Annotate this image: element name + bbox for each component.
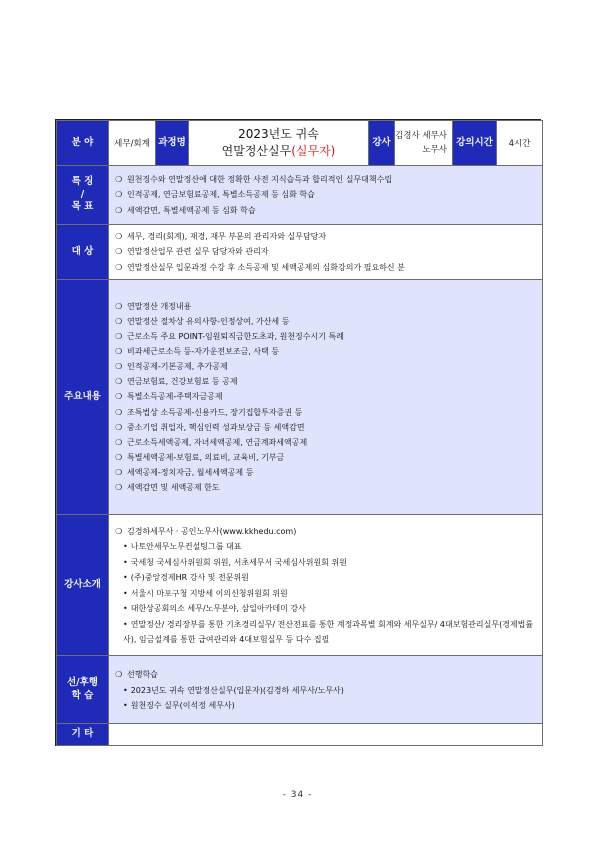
bullet-icon: ❍ [115, 362, 123, 372]
bullet-icon: ❍ [115, 407, 123, 417]
prerequisite-main-text: 선행학습 [127, 670, 158, 680]
page-number: - 34 - [282, 790, 313, 800]
list-item [115, 172, 542, 187]
bullet-icon: ❍ [115, 301, 123, 311]
list-item [115, 667, 542, 682]
list-item-text: 비과세근로소득 등-자가운전보조금, 사택 등 [127, 347, 280, 357]
list-item-text: 중소기업 취업자, 핵심인력 성과보상금 등 세액감면 [127, 422, 305, 432]
contents-cell [109, 280, 543, 515]
list-item-text: 근로소득세액공제, 자녀세액공제, 연금계좌세액공제 [127, 437, 308, 447]
field-label: 분 야 [57, 121, 109, 166]
course-title-main: 연말정산실무 [221, 144, 292, 158]
list-item [115, 260, 542, 275]
bullet-icon: ❍ [115, 247, 123, 257]
bullet-icon: ❍ [115, 437, 123, 447]
prerequisite-label-bottom: 학 습 [71, 689, 94, 701]
target-list [109, 227, 542, 276]
list-item-text: 인적공제-기본공제, 추가공제 [127, 362, 228, 372]
bullet-icon: ❍ [115, 467, 123, 477]
sub-list-item [123, 570, 542, 586]
instructor-line2: 노무사 [422, 145, 447, 155]
instructor-intro-main [109, 522, 542, 539]
sub-list-item [123, 601, 542, 617]
list-item-text: 연금보험료, 건강보험료 등 공제 [127, 377, 238, 387]
etc-label: 기 타 [57, 724, 109, 746]
list-item [115, 524, 542, 539]
bullet-icon: ❍ [115, 262, 123, 272]
bullet-icon: ❍ [115, 190, 123, 200]
sub-list-item [123, 698, 542, 714]
sub-list-item-text: 서울시 마포구청 지방세 이의신청위원회 위원 [130, 588, 288, 598]
prerequisite-label-top: 선/후행 [66, 677, 98, 689]
list-item [115, 480, 542, 495]
list-item [115, 314, 542, 329]
list-item [115, 465, 542, 480]
dot-icon: • [123, 588, 128, 598]
bullet-icon: ❍ [115, 422, 123, 432]
prerequisite-list [109, 683, 542, 714]
sub-list-item-text: 연말정산/ 경리장부를 통한 기초경리실무/ 전산전표를 통한 계정과목별 회계와 세무실무/ 4대보험관리실무(경제법률사), 임금설계를 통한 급여관리와 4대보험실무 등 다수 집필 [123, 619, 534, 645]
list-item [115, 203, 542, 218]
course-title-line1: 2023년도 귀속 [238, 127, 319, 141]
sub-list-item [123, 539, 542, 555]
sub-list-item-text: (주)중앙경제HR 강사 및 전문위원 [130, 573, 249, 583]
dot-icon: • [123, 542, 128, 552]
list-item [115, 450, 542, 465]
instructor-line1: 김경사 세무사 [395, 131, 447, 141]
features-list [109, 170, 542, 219]
list-item-text: 원천징수와 연말정산에 대한 정확한 사전 지식습득과 합리적인 실무대책수립 [127, 175, 393, 185]
sub-list-item [123, 617, 542, 648]
prerequisite-main [109, 665, 542, 682]
field-value: 세무/회계 [109, 121, 156, 166]
bullet-icon: ❍ [115, 392, 123, 402]
list-item-text: 인적공제, 연금보험료공제, 특별소득공제 등 심화 학습 [127, 190, 315, 200]
bullet-icon: ❍ [115, 670, 123, 680]
sub-list-item [123, 683, 542, 699]
sub-list-item-text: 대한상공회의소 세무/노무분야, 삼일아카데미 강사 [130, 604, 306, 614]
instructor-value [395, 121, 453, 166]
target-label: 대 상 [57, 225, 109, 280]
list-item-text: 연말정산 절차상 유의사항-인정상여, 가산세 등 [127, 316, 290, 326]
bullet-icon: ❍ [115, 175, 123, 185]
sub-list-item-text: 원천징수 실무(이석정 세무사) [130, 701, 235, 711]
list-item-text: 세액감면, 특별세액공제 등 심화 학습 [127, 205, 256, 215]
dot-icon: • [123, 604, 128, 614]
list-item-text: 세액공제-정치자금, 월세세액공제 등 [127, 467, 254, 477]
dot-icon: • [123, 685, 128, 695]
sub-list-item [123, 586, 542, 602]
bullet-icon: ❍ [115, 232, 123, 242]
features-label-mid: / [80, 188, 85, 200]
course-label: 과정명 [156, 121, 189, 166]
sub-list-item-text: 국세청 국세심사위원회 위원, 서초세무서 국세심사위원회 위원 [130, 557, 347, 567]
course-title-line2 [189, 143, 368, 160]
contents-list [109, 297, 542, 497]
course-title-red: (실무자) [291, 144, 336, 158]
features-label-top: 특 징 [71, 176, 94, 188]
list-item [115, 187, 542, 202]
bullet-icon: ❍ [115, 332, 123, 342]
features-label [57, 166, 109, 225]
list-item [115, 344, 542, 359]
time-value: 4시간 [497, 121, 543, 166]
instructor-intro-main-text: 김경하세무사 · 공인노무사(www.kkhedu.com) [127, 527, 297, 537]
bullet-icon: ❍ [115, 316, 123, 326]
contents-label: 주요내용 [57, 280, 109, 515]
list-item [115, 374, 542, 389]
list-item [115, 329, 542, 344]
course-info-table [55, 119, 541, 746]
list-item [115, 359, 542, 374]
sub-list-item [123, 555, 542, 571]
list-item-text: 근로소득 주요 POINT-임원퇴직금한도초과, 원천징수시기 특례 [127, 332, 344, 342]
time-label: 강의시간 [453, 121, 497, 166]
list-item-text: 특별소득공제-주택자금공제 [127, 392, 223, 402]
instructor-label: 강사 [369, 121, 395, 166]
sub-list-item-text: 나토안세무노무컨설팅그룹 대표 [130, 542, 242, 552]
dot-icon: • [123, 701, 128, 711]
etc-value [109, 724, 543, 746]
list-item-text: 세무, 경리(회계), 재경, 재무 부문의 관리자와 실무담당자 [127, 232, 327, 242]
dot-icon: • [123, 619, 128, 629]
list-item-text: 연말정산실무 입문과정 수강 후 소득공제 및 세액공제의 심화강의가 필요하신 분 [127, 262, 405, 272]
course-title [189, 121, 369, 166]
list-item [115, 229, 542, 244]
prerequisite-cell [109, 656, 543, 724]
instructor-intro-cell [109, 515, 543, 656]
instructor-intro-list [109, 539, 542, 648]
list-item-text: 조특법상 소득공제-신용카드, 장기집합투자증권 등 [127, 407, 303, 417]
instructor-intro-label: 강사소개 [57, 515, 109, 656]
features-cell [109, 166, 543, 225]
list-item [115, 405, 542, 420]
target-cell [109, 225, 543, 280]
bullet-icon: ❍ [115, 205, 123, 215]
list-item [115, 244, 542, 259]
sub-list-item-text: 2023년도 귀속 연말정산실무(입문자)(김경하 세무사/노무사) [130, 685, 344, 695]
list-item-text: 특별세액공제-보험료, 의료비, 교육비, 기부금 [127, 452, 285, 462]
bullet-icon: ❍ [115, 527, 123, 537]
prerequisite-label [57, 656, 109, 724]
list-item [115, 435, 542, 450]
list-item [115, 389, 542, 404]
bullet-icon: ❍ [115, 347, 123, 357]
list-item [115, 420, 542, 435]
bullet-icon: ❍ [115, 377, 123, 387]
dot-icon: • [123, 557, 128, 567]
list-item [115, 299, 542, 314]
list-item-text: 세액감면 및 세액공제 한도 [127, 483, 220, 493]
list-item-text: 연말정산업무 관련 실무 담당자와 관리자 [127, 247, 269, 257]
bullet-icon: ❍ [115, 452, 123, 462]
bullet-icon: ❍ [115, 483, 123, 493]
list-item-text: 연말정산 개정내용 [127, 301, 192, 311]
features-label-bottom: 목 표 [71, 201, 94, 213]
dot-icon: • [123, 573, 128, 583]
